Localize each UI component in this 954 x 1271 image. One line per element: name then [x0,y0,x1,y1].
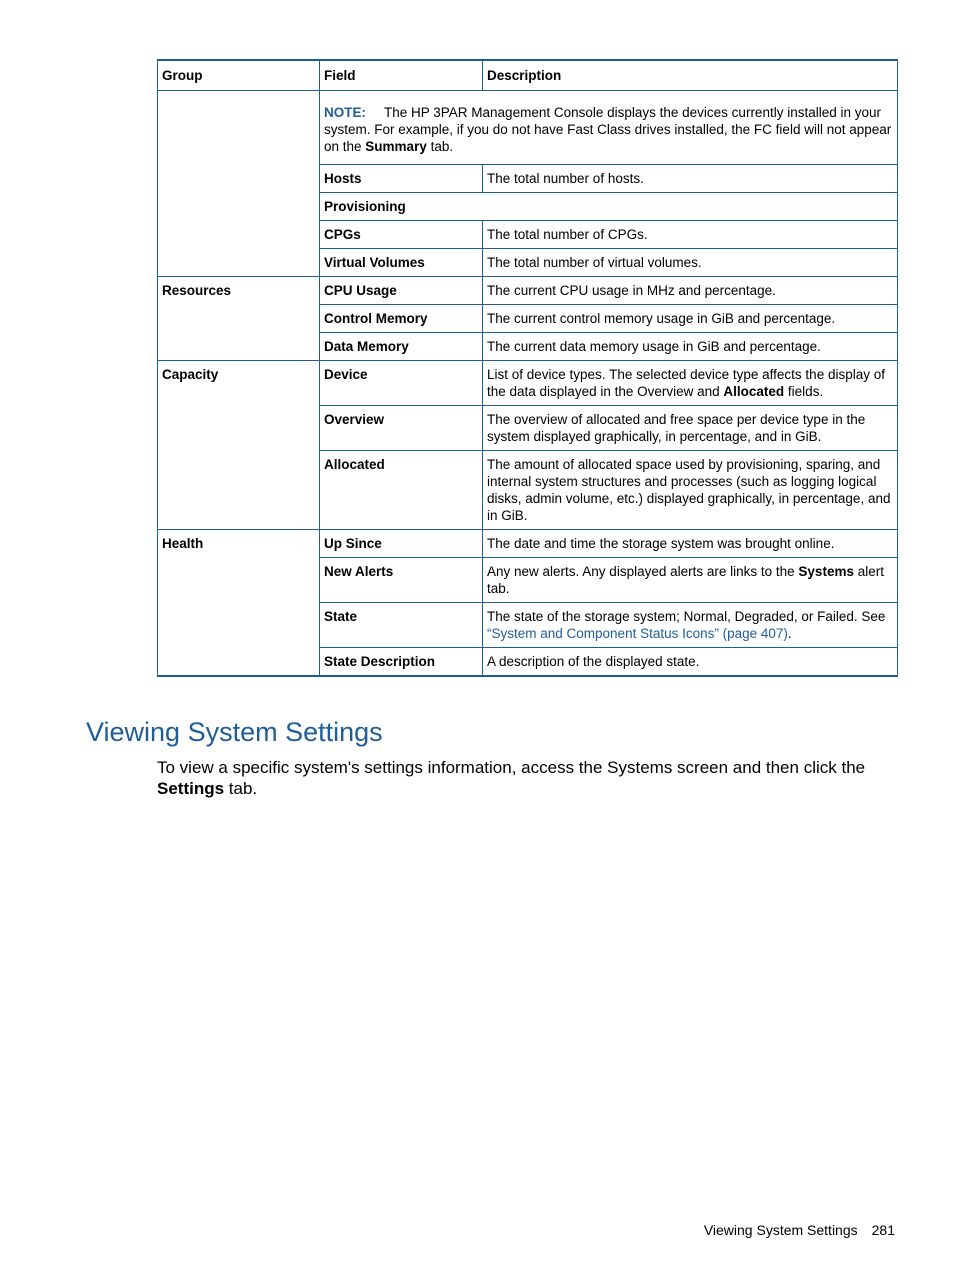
page-footer [704,1222,895,1238]
field-cell: Up Since [320,530,483,558]
description-cell: The current CPU usage in MHz and percentage. [483,277,898,305]
description-cell [483,558,898,603]
description-cell: The overview of allocated and free space per device type in the system displayed graphically, in percentage, and in GiB. [483,406,898,451]
description-cell: The date and time the storage system was brought online. [483,530,898,558]
note-bold: Summary [365,139,427,154]
status-icons-link[interactable]: “System and Component Status Icons” (page 407) [487,626,788,641]
table-header-row [158,60,898,91]
field-cell: CPGs [320,221,483,249]
field-cell: CPU Usage [320,277,483,305]
field-cell: New Alerts [320,558,483,603]
header-group: Group [158,60,320,91]
field-cell: Control Memory [320,305,483,333]
description-cell: The current control memory usage in GiB and percentage. [483,305,898,333]
field-cell: State [320,603,483,648]
description-text: Any new alerts. Any displayed alerts are links to the [487,564,799,579]
description-text-end: alert tab. [487,564,884,596]
description-cell: The amount of allocated space used by provisioning, sparing, and internal system structures and processes (such as logging logical disks, admin volume, etc.) displayed graphically, in percentage, and in GiB. [483,451,898,530]
section-paragraph [157,757,877,799]
field-cell: Provisioning [320,193,898,221]
header-field: Field [320,60,483,91]
group-cell-empty [158,91,320,277]
field-cell: Allocated [320,451,483,530]
paragraph-text-end: tab. [224,779,258,798]
note-cell [320,91,898,165]
footer-title: Viewing System Settings [703,1222,858,1238]
group-cell: Capacity [158,361,320,530]
description-text-end: . [787,626,792,641]
description-cell [483,361,898,406]
description-text: List of device types. The selected device type affects the display of the data displayed in the Overview and [487,367,885,399]
description-text: The state of the storage system; Normal, Degraded, or Failed. See [487,609,886,624]
field-cell: Device [320,361,483,406]
note-text-end: tab. [426,139,454,154]
description-cell: A description of the displayed state. [483,648,898,677]
group-cell: Resources [158,277,320,361]
description-cell: The total number of CPGs. [483,221,898,249]
paragraph-text: To view a specific system's settings information, access the Systems screen and then click the [157,758,866,777]
header-description: Description [483,60,898,91]
description-bold: Systems [798,564,854,579]
group-cell: Health [158,530,320,677]
section-heading: Viewing System Settings [86,717,383,747]
note-label: NOTE: [324,105,366,120]
description-cell: The current data memory usage in GiB and percentage. [483,333,898,361]
table-row [158,91,898,165]
description-text-end: fields. [784,384,824,399]
description-bold: Allocated [723,384,785,399]
paragraph-bold: Settings [157,779,225,798]
table-row [158,530,898,558]
description-cell [483,603,898,648]
table-row [158,277,898,305]
field-cell: Hosts [320,165,483,193]
field-cell: Data Memory [320,333,483,361]
description-cell: The total number of virtual volumes. [483,249,898,277]
field-cell: State Description [320,648,483,677]
description-cell: The total number of hosts. [483,165,898,193]
field-cell: Virtual Volumes [320,249,483,277]
field-cell: Overview [320,406,483,451]
note-text: The HP 3PAR Management Console displays the devices currently installed in your system. For example, if you do not have Fast Class drives installed, the FC field will not appear on the [324,105,892,154]
table-row [158,361,898,406]
page-number: 281 [871,1222,895,1238]
fields-table [157,59,898,677]
